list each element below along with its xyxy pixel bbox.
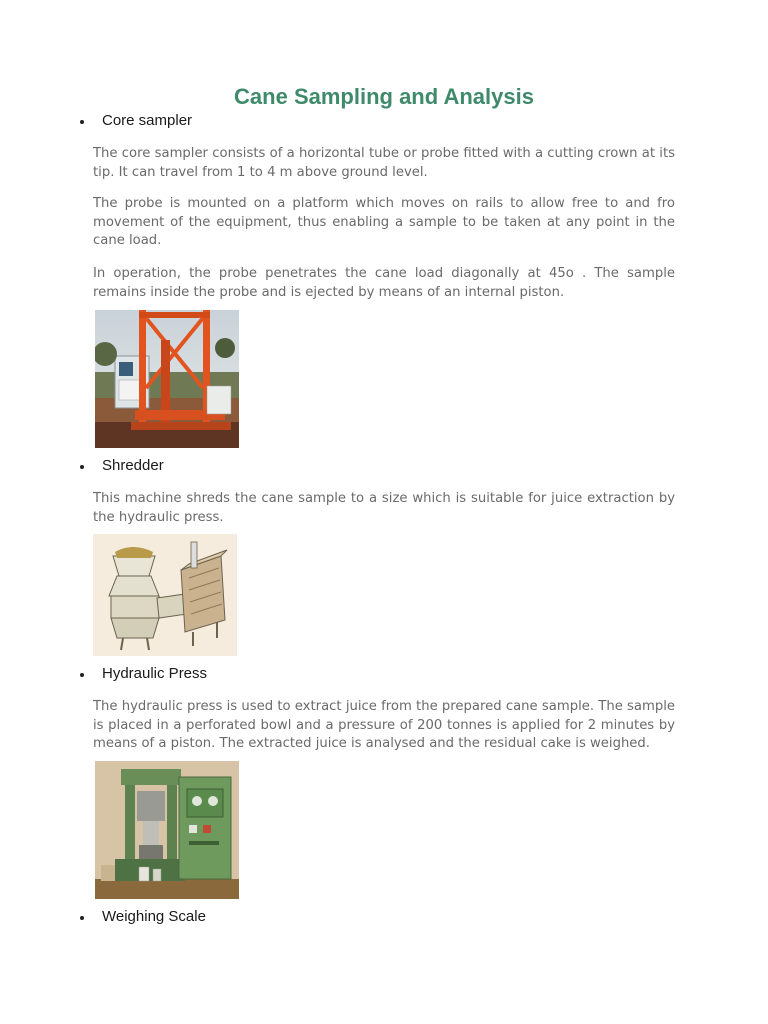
section-heading-label: Shredder	[102, 457, 164, 474]
section-heading-label: Core sampler	[102, 112, 193, 129]
shredder-drawing	[93, 534, 237, 656]
paragraph: The probe is mounted on a platform which moves on rails to allow free to and fro movement of the equipment, thus enabling a sample to be taken at any point in the cane load.	[93, 196, 675, 249]
bullet-icon	[80, 120, 84, 124]
paragraph: The hydraulic press is used to extract juice from the prepared cane sample. The sample is placed in a perforated bowl and a pressure of 200 tonnes is applied for 2 minutes by means of a piston. The extracted juice is analysed and the residual cake is weighed.	[93, 699, 675, 752]
section-heading-label: Hydraulic Press	[102, 665, 208, 682]
bullet-icon	[80, 916, 84, 920]
paragraph: This machine shreds the cane sample to a size which is suitable for juice extraction by the hydraulic press.	[93, 491, 675, 525]
core-sampler-photo	[95, 310, 239, 448]
paragraph: In operation, the probe penetrates the cane load diagonally at 45o . The sample remains inside the probe and is ejected by means of an internal piston.	[93, 266, 675, 300]
paragraph: The core sampler consists of a horizontal tube or probe fitted with a cutting crown at its tip. It can travel from 1 to 4 m above ground level.	[93, 146, 675, 180]
section-heading-label: Weighing Scale	[102, 908, 206, 925]
bullet-icon	[80, 673, 84, 677]
hydraulic-press-photo	[95, 761, 239, 899]
page-title: Cane Sampling and Analysis	[234, 84, 534, 109]
bullet-icon	[80, 465, 84, 469]
